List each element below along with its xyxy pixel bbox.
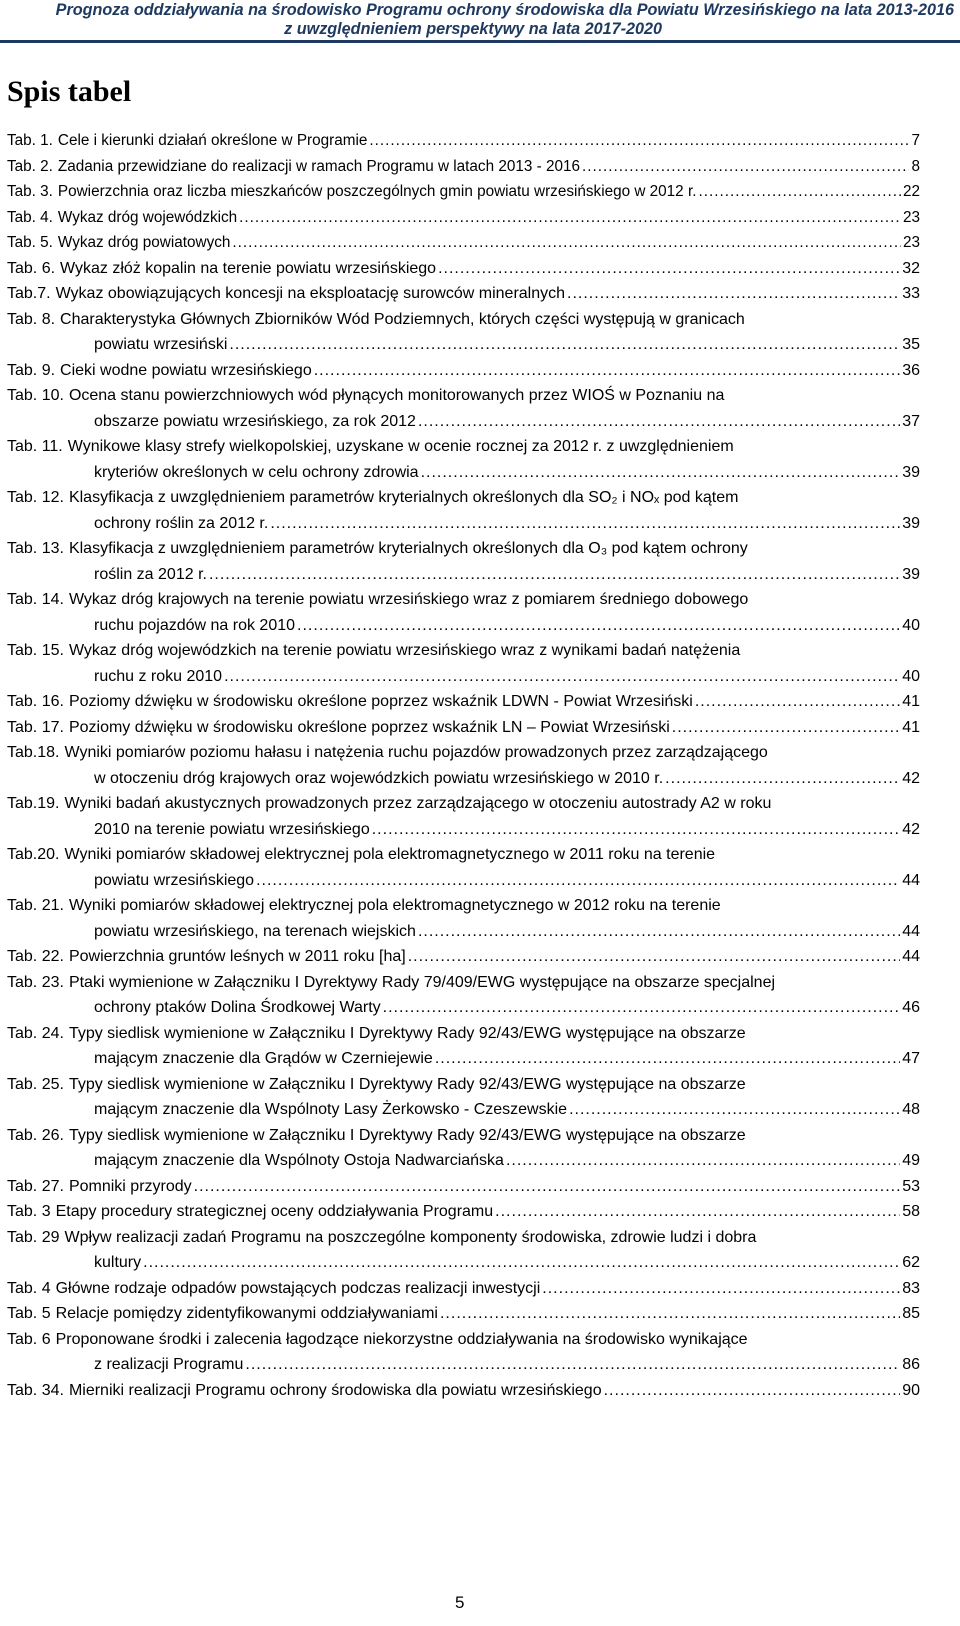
toc-entry-label: Tab. 34. [7, 1381, 64, 1399]
toc-entry[interactable] [0, 638, 960, 689]
toc-entry-title: Wykaz dróg wojewódzkich [57, 208, 238, 226]
dot-leader [569, 1097, 900, 1123]
toc-entry[interactable] [0, 281, 960, 307]
toc-entry-label: Tab. 11. [7, 438, 63, 455]
dot-leader [369, 128, 909, 154]
header-title-line-1: Prognoza oddziaływania na środowisko Programu ochrony środowiska dla Powiatu Wrzesińskiego na lata 2013-2016 [55, 1, 954, 19]
toc-entry-page-number: 35 [902, 336, 920, 353]
toc-entry-title: Wykaz dróg wojewódzkich na terenie powiatu wrzesińskiego wraz z wynikami badań natężenia [68, 642, 741, 659]
toc-entry-label: Tab. 4. [7, 208, 53, 226]
toc-entry-label: Tab. 2. [7, 157, 53, 175]
dot-leader [239, 205, 901, 231]
toc-entry-page-number: 49 [902, 1152, 920, 1169]
toc-entry-title: Powierzchnia oraz liczba mieszkańców poszczególnych gmin powiatu wrzesińskiego w 2012 r. [57, 183, 697, 200]
toc-entry-page-number: 41 [902, 693, 920, 710]
toc-entry[interactable] [0, 970, 960, 1021]
toc-entry[interactable] [0, 791, 960, 842]
toc-entry-label: Tab. 8. [7, 310, 56, 328]
dot-leader [143, 1250, 900, 1276]
toc-entry[interactable] [0, 893, 960, 944]
toc-entry[interactable] [0, 179, 960, 205]
toc-entry[interactable] [0, 154, 960, 180]
toc-entry-page-number: 44 [902, 922, 920, 940]
toc-entry[interactable] [0, 689, 960, 715]
toc-entry-label: Tab. 5. [7, 234, 53, 251]
toc-entry-page-number: 23 [902, 234, 920, 251]
toc-entry-label: Tab. 10. [7, 387, 64, 404]
dot-leader [383, 995, 901, 1021]
toc-entry-page-number: 42 [902, 769, 920, 787]
header-title-line-2: z uwzględnieniem perspektywy na lata 2017-2020 [284, 20, 662, 38]
toc-entry-label: Tab. 5 [7, 1305, 51, 1322]
toc-entry-label: Tab. 4 [7, 1279, 51, 1297]
toc-entry[interactable] [0, 1301, 960, 1327]
toc-entry-title: Klasyfikacja z uwzględnieniem parametrów kryterialnych określonych dla SO₂ i NOₓ pod kątem [68, 489, 739, 506]
toc-entry-title: Relacje pomiędzy zidentyfikowanymi oddziaływaniami [55, 1305, 438, 1322]
dot-leader [604, 1378, 901, 1404]
toc-entry-title: Wyniki pomiarów poziomu hałasu i natężenia ruchu pojazdów prowadzonych przez zarządzającego [64, 744, 768, 761]
dot-leader [209, 562, 900, 588]
toc-entry-label: Tab. 6. [7, 259, 56, 277]
toc-entry-page-number: 33 [902, 285, 920, 302]
toc-entry[interactable] [0, 1174, 960, 1200]
toc-entry-page-number: 83 [902, 1279, 920, 1297]
toc-entry-title: Etapy procedury strategicznej oceny oddziaływania Programu [55, 1203, 494, 1220]
toc-entry-label: Tab. 3 [7, 1203, 51, 1220]
toc-entry-label: Tab.18. [7, 744, 60, 761]
dot-leader [372, 817, 900, 843]
toc-entry-title: Poziomy dźwięku w środowisku określone poprzez wskaźnik LDWN - Powiat Wrzesiński [68, 693, 693, 710]
toc-entry-title: Wyniki pomiarów składowej elektrycznej pola elektromagnetycznego w 2011 roku na terenie [64, 846, 716, 863]
toc-entry-label: Tab. 14. [7, 591, 64, 608]
toc-entry-title: w otoczeniu dróg krajowych oraz wojewódzkich powiatu wrzesińskiego w 2010 r. [94, 769, 664, 787]
toc-entry-label: Tab. 23. [7, 973, 64, 991]
toc-entry[interactable] [0, 358, 960, 384]
toc-entry[interactable] [0, 715, 960, 741]
toc-entry-page-number: 36 [902, 361, 920, 379]
toc-entry[interactable] [0, 256, 960, 282]
toc-entry-page-number: 86 [902, 1356, 920, 1373]
toc-entry[interactable] [0, 1276, 960, 1302]
dot-leader [408, 944, 900, 970]
toc-entry-label: Tab. 21. [7, 897, 64, 914]
toc-entry-title: Wykaz dróg krajowych na terenie powiatu wrzesińskiego wraz z pomiarem średniego dobowego [68, 591, 749, 608]
toc-entry-title: Wykaz złóż kopalin na terenie powiatu wrzesińskiego [60, 259, 437, 277]
page-title: Spis tabel [7, 75, 132, 108]
toc-entry[interactable] [0, 842, 960, 893]
dot-leader [438, 256, 900, 282]
dot-leader [582, 154, 909, 180]
toc-entry-page-number: 23 [902, 208, 920, 226]
dot-leader [314, 358, 900, 384]
toc-entry-title: mającym znaczenie dla Wspólnoty Ostoja Nadwarciańska [94, 1152, 504, 1169]
dot-leader [435, 1046, 900, 1072]
toc-entry-title: Typy siedlisk wymienione w Załączniku I Dyrektywy Rady 92/43/EWG występujące na obszarze [68, 1075, 746, 1093]
toc-entry-label: Tab. 16. [7, 693, 64, 710]
dot-leader [567, 281, 900, 307]
toc-entry[interactable] [0, 230, 960, 256]
toc-entry[interactable] [0, 205, 960, 231]
toc-entry-page-number: 37 [902, 412, 920, 430]
dot-leader [229, 332, 900, 358]
toc-entry-label: Tab.20. [7, 846, 60, 863]
toc-entry[interactable] [0, 536, 960, 587]
dot-leader [224, 664, 900, 690]
toc-entry-title: kultury [94, 1254, 142, 1271]
toc-entry-label: Tab. 27. [7, 1177, 64, 1195]
toc-entry[interactable] [0, 1225, 960, 1276]
toc-entry-page-number: 90 [902, 1381, 920, 1399]
toc-entry-page-number: 22 [902, 183, 920, 200]
toc-entry[interactable] [0, 740, 960, 791]
dot-leader [440, 1301, 900, 1327]
toc-entry[interactable] [0, 128, 960, 154]
toc-entry-title: ruchu z roku 2010 [94, 667, 223, 685]
toc-entry-title: ruchu pojazdów na rok 2010 [94, 616, 296, 634]
toc-entry-page-number: 7 [911, 132, 920, 149]
dot-leader [542, 1276, 900, 1302]
toc-entry-title: Główne rodzaje odpadów powstających podczas realizacji inwestycji [55, 1279, 541, 1297]
dot-leader [695, 689, 900, 715]
toc-entry-label: Tab. 3. [7, 183, 53, 200]
toc-entry[interactable] [0, 1072, 960, 1123]
toc-entry-title: Poziomy dźwięku w środowisku określone poprzez wskaźnik LN – Powiat Wrzesiński [68, 718, 670, 736]
toc-entry-title: Typy siedlisk wymienione w Załączniku I Dyrektywy Rady 92/43/EWG występujące na obszarze [68, 1024, 746, 1042]
toc-entry-title: Klasyfikacja z uwzględnieniem parametrów kryterialnych określonych dla O₃ pod kątem ochrony [68, 540, 748, 557]
toc-entry[interactable] [0, 307, 960, 358]
toc-entry-page-number: 39 [902, 565, 920, 583]
toc-entry-title: Ptaki wymienione w Załączniku I Dyrektywy Rady 79/409/EWG występujące na obszarze specjalnej [68, 973, 776, 991]
toc-entry-title: powiatu wrzesińskiego [94, 871, 255, 889]
toc-entry-label: Tab. 12. [7, 489, 64, 506]
toc-entry-label: Tab. 6 [7, 1330, 51, 1348]
toc-entry-page-number: 48 [902, 1101, 920, 1118]
toc-entry-title: Mierniki realizacji Programu ochrony środowiska dla powiatu wrzesińskiego [68, 1381, 602, 1399]
toc-entry-title: Wyniki pomiarów składowej elektrycznej pola elektromagnetycznego w 2012 roku na terenie [68, 897, 721, 914]
toc-entry-title: powiatu wrzesiński [94, 336, 228, 353]
toc-entry-title: Charakterystyka Głównych Zbiorników Wód Podziemnych, których części występują w granicach [60, 310, 745, 328]
toc-entry-title: Typy siedlisk wymienione w Załączniku I Dyrektywy Rady 92/43/EWG występujące na obszarze [68, 1126, 746, 1144]
toc-entry-title: z realizacji Programu [94, 1356, 244, 1373]
toc-entry-title: Pomniki przyrody [68, 1177, 192, 1195]
dot-leader [418, 409, 900, 435]
toc-entry-title: Powierzchnia gruntów leśnych w 2011 roku [ha] [68, 948, 406, 965]
toc-entry-page-number: 40 [902, 667, 920, 685]
toc-entry-title: 2010 na terenie powiatu wrzesińskiego [94, 820, 370, 838]
toc-entry-label: Tab. 15. [7, 642, 64, 659]
toc-entry-label: Tab. 22. [7, 948, 64, 965]
toc-entry-label: Tab.7. [7, 285, 51, 302]
toc-entry-title: Wykaz dróg powiatowych [57, 234, 231, 251]
dot-leader [665, 766, 900, 792]
toc-entry-label: Tab. 29 [7, 1228, 60, 1246]
toc-entry-title: Zadania przewidziane do realizacji w ramach Programu w latach 2013 - 2016 [57, 157, 580, 175]
toc-entry-page-number: 39 [902, 463, 920, 481]
dot-leader [418, 919, 900, 945]
dot-leader [672, 715, 900, 741]
toc-entry-label: Tab.19. [7, 795, 60, 812]
dot-leader [232, 230, 901, 256]
toc-entry-page-number: 39 [902, 514, 920, 532]
toc-entry-page-number: 58 [902, 1203, 920, 1220]
dot-leader [421, 460, 901, 486]
toc-entry-page-number: 44 [902, 871, 920, 889]
toc-entry-title: ochrony roślin za 2012 r. [94, 514, 269, 532]
running-header [0, 0, 960, 43]
toc-entry-label: Tab. 1. [7, 132, 53, 149]
toc-entry-title: kryteriów określonych w celu ochrony zdrowia [94, 463, 419, 481]
toc-entry-page-number: 53 [902, 1177, 920, 1195]
toc-entry-label: Tab. 25. [7, 1075, 64, 1093]
dot-leader [270, 511, 900, 537]
toc-entry-title: Proponowane środki i zalecenia łagodzące niekorzystne oddziaływania na środowisko wynikające [55, 1330, 748, 1348]
toc-entry[interactable] [0, 1021, 960, 1072]
toc-entry-page-number: 85 [902, 1305, 920, 1322]
toc-entry-title: Wyniki badań akustycznych prowadzonych przez zarządzającego w otoczeniu autostrady A2 w roku [64, 795, 772, 812]
toc-entry-label: Tab. 9. [7, 361, 56, 379]
toc-entry-page-number: 46 [902, 999, 920, 1016]
toc-entry-title: ochrony ptaków Dolina Środkowej Warty [94, 999, 381, 1016]
toc-entry-title: Wynikowe klasy strefy wielkopolskiej, uzyskane w ocenie rocznej za 2012 r. z uwzględnieniem [67, 438, 734, 455]
toc-entry-title: mającym znaczenie dla Wspólnoty Lasy Żerkowsko - Czeszewskie [94, 1101, 568, 1118]
toc-entry-page-number: 32 [902, 259, 920, 277]
toc-entry-page-number: 47 [902, 1050, 920, 1067]
toc-entry-label: Tab. 26. [7, 1126, 64, 1144]
toc-entry-page-number: 41 [902, 718, 920, 736]
toc-entry[interactable] [0, 1378, 960, 1404]
dot-leader [698, 179, 901, 205]
toc-entry-label: Tab. 17. [7, 718, 64, 736]
dot-leader [297, 613, 900, 639]
toc-entry[interactable] [0, 485, 960, 536]
toc-entry-title: Cieki wodne powiatu wrzesińskiego [60, 361, 312, 379]
toc-entry-title: Wpływ realizacji zadań Programu na poszczególne komponenty środowiska, zdrowie ludzi i dobra [64, 1228, 757, 1246]
dot-leader [495, 1199, 900, 1225]
toc-entry-page-number: 40 [902, 616, 920, 634]
toc-entry-page-number: 44 [902, 948, 920, 965]
toc-entry[interactable] [0, 1199, 960, 1225]
toc-entry-label: Tab. 24. [7, 1024, 64, 1042]
page-number: 5 [455, 1593, 465, 1612]
toc-entry-page-number: 8 [911, 157, 920, 175]
toc-entry-page-number: 62 [902, 1254, 920, 1271]
toc-entry-page-number: 42 [902, 820, 920, 838]
toc-entry-title: obszarze powiatu wrzesińskiego, za rok 2012 [94, 412, 416, 430]
toc-entry-title: Wykaz obowiązujących koncesji na eksploatację surowców mineralnych [55, 285, 566, 302]
toc-entry[interactable] [0, 1327, 960, 1378]
toc-entry[interactable] [0, 383, 960, 434]
toc-entry[interactable] [0, 1123, 960, 1174]
dot-leader [506, 1148, 900, 1174]
toc-entry-title: roślin za 2012 r. [94, 565, 207, 583]
toc-entry-title: mającym znaczenie dla Grądów w Czerniejewie [94, 1050, 433, 1067]
toc-entry[interactable] [0, 587, 960, 638]
toc-entry[interactable] [0, 434, 960, 485]
dot-leader [256, 868, 900, 894]
toc-entry-title: Cele i kierunki działań określone w Programie [57, 132, 368, 149]
toc-entry[interactable] [0, 944, 960, 970]
toc-entry-label: Tab. 13. [7, 540, 64, 557]
dot-leader [245, 1352, 900, 1378]
dot-leader [194, 1174, 901, 1200]
toc-entry-title: Ocena stanu powierzchniowych wód płynących monitorowanych przez WIOŚ w Poznaniu na [68, 387, 725, 404]
toc-entry-title: powiatu wrzesińskiego, na terenach wiejskich [94, 922, 416, 940]
